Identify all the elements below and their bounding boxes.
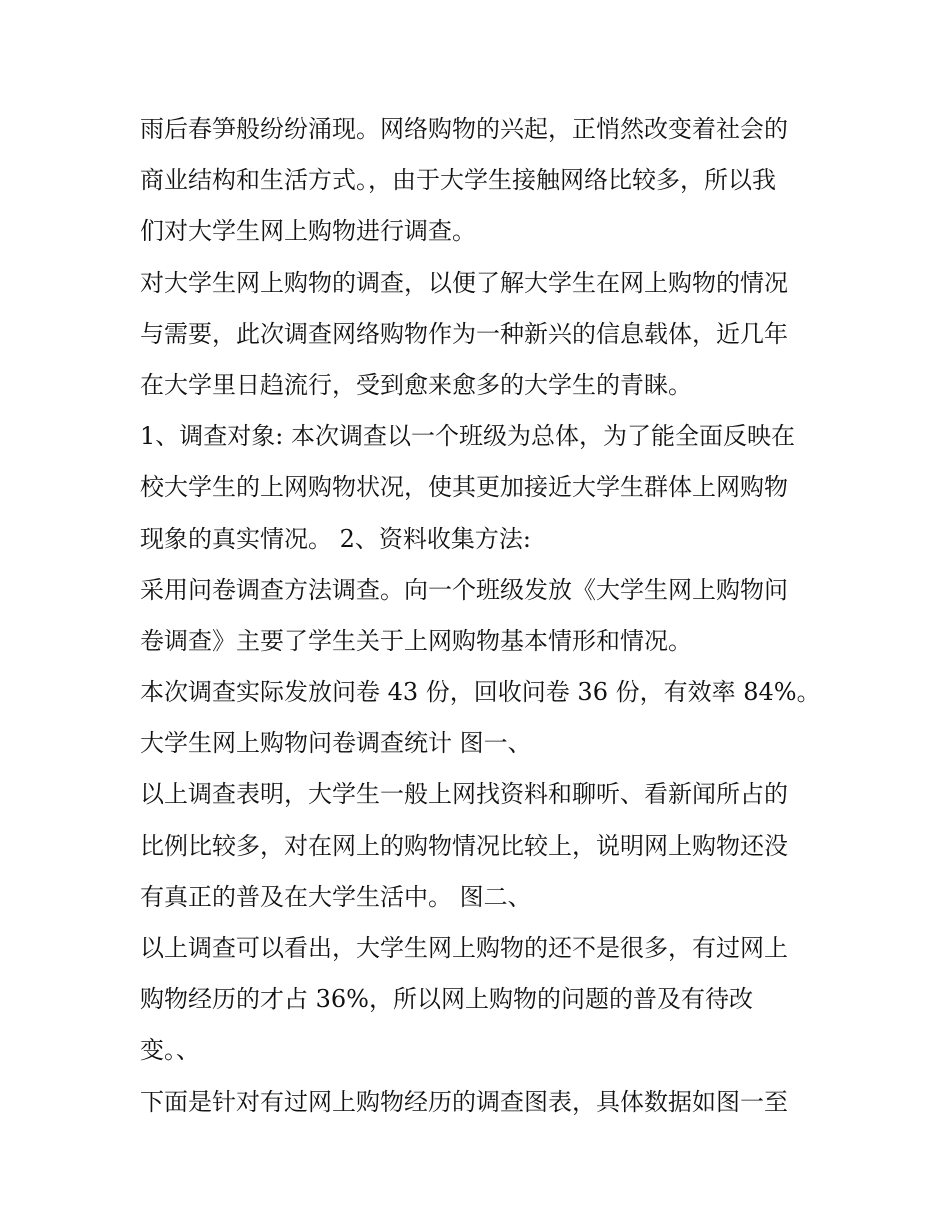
text-line: 以上调查表明，大学生一般上网找资料和聊听、看新闻所占的	[140, 780, 788, 809]
text-line: 比例比较多，对在网上的购物情况比较上，说明网上购物还没	[140, 831, 788, 860]
text-line: 卷调查》主要了学生关于上网购物基本情形和情况。	[140, 626, 692, 655]
text-line: 大学生网上购物问卷调查统计 图一、	[140, 729, 532, 758]
text-line: 1、调查对象: 本次调查以一个班级为总体，为了能全面反映在	[140, 422, 795, 451]
text-line: 采用问卷调查方法调查。向一个班级发放《大学生网上购物问	[140, 575, 788, 604]
text-line: 有真正的普及在大学生活中。 图二、	[140, 882, 532, 911]
text-line: 对大学生网上购物的调查，以便了解大学生在网上购物的情况	[140, 268, 788, 297]
text-line: 与需要，此次调查网络购物作为一种新兴的信息载体，近几年	[140, 319, 788, 348]
text-line: 以上调查可以看出，大学生网上购物的还不是很多，有过网上	[140, 934, 788, 962]
text-line: 雨后春笋般纷纷涌现。网络购物的兴起，正悄然改变着社会的	[140, 115, 788, 143]
text-line: 变。、	[140, 1036, 200, 1065]
text-line: 购物经历的才占 36%，所以网上购物的问题的普及有待改	[140, 985, 753, 1014]
text-line: 在大学里日趋流行，受到愈来愈多的大学生的青睐。	[140, 370, 692, 399]
text-line: 们对大学生网上购物进行调查。	[140, 217, 476, 246]
text-line: 本次调查实际发放问卷 43 份，回收问卷 36 份，有效率 84%。	[140, 678, 821, 707]
document-body	[140, 104, 830, 1128]
text-line: 商业结构和生活方式。，由于大学生接触网络比较多，所以我	[140, 166, 776, 195]
text-line: 校大学生的上网购物状况，使其更加接近大学生群体上网购物	[140, 473, 788, 502]
text-line: 下面是针对有过网上购物经历的调查图表，具体数据如图一至	[140, 1087, 788, 1116]
text-line: 现象的真实情况。 2、资料收集方法:	[140, 524, 531, 553]
